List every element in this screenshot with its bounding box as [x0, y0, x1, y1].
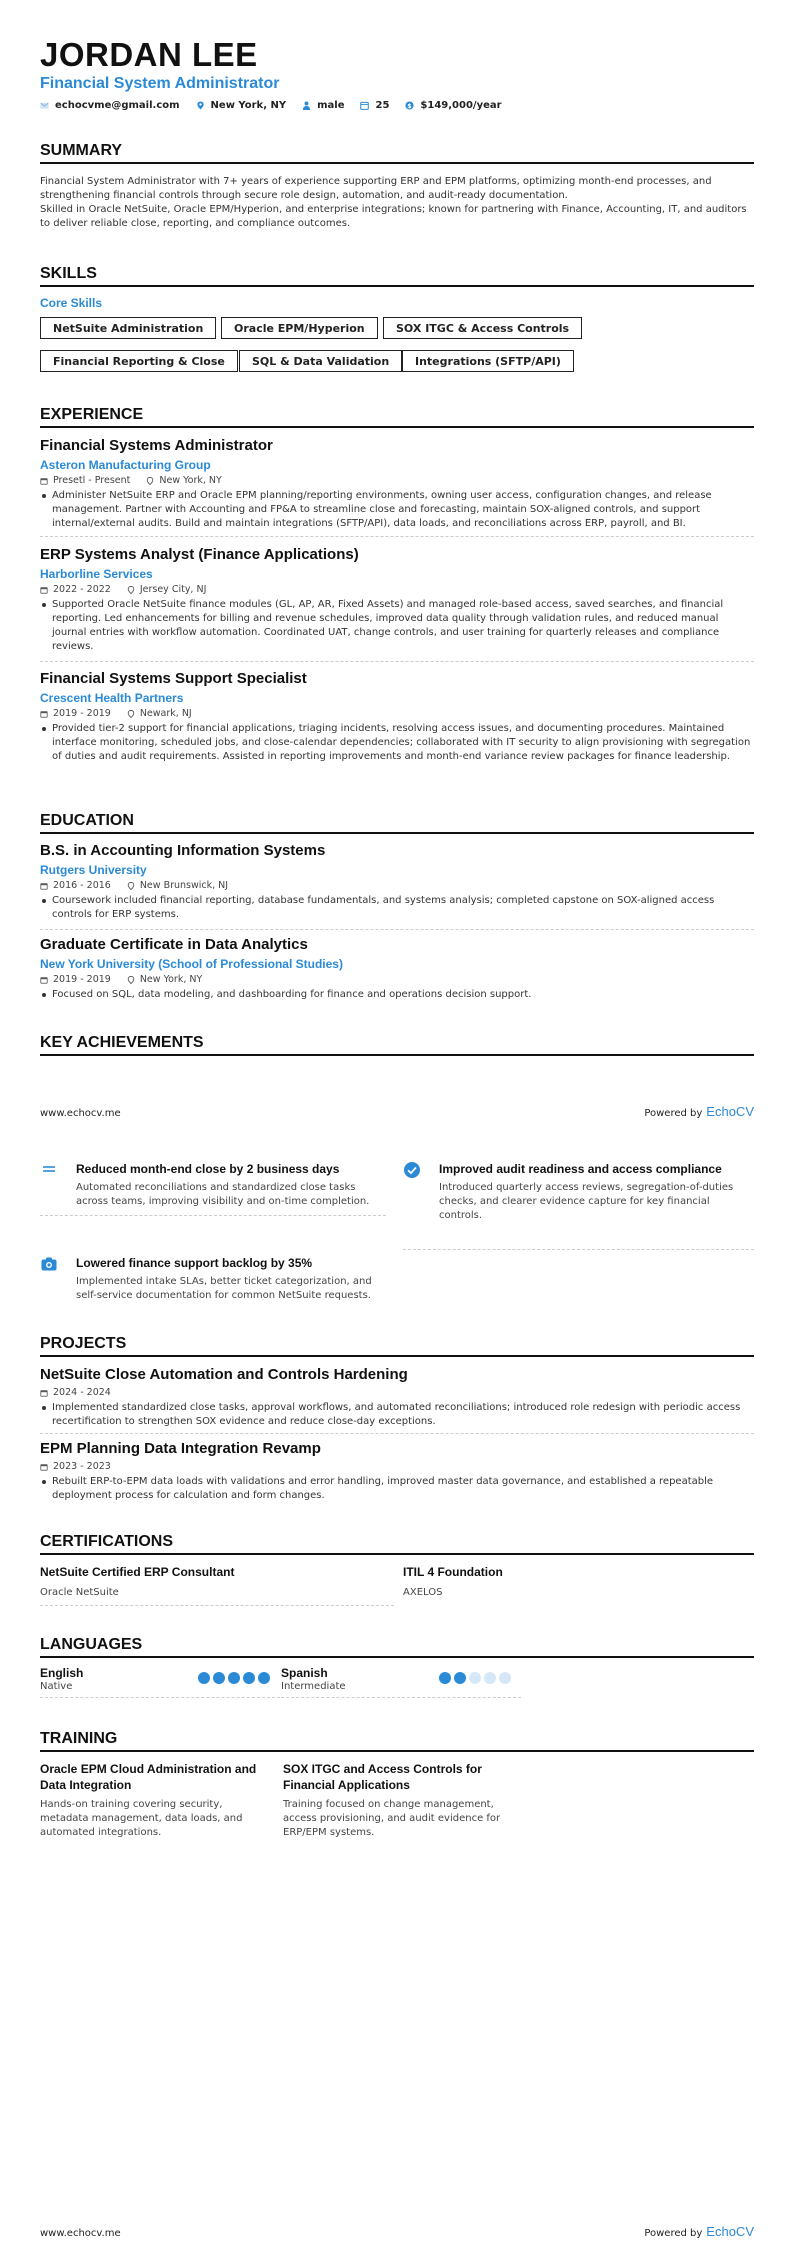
summary-paragraph: Skilled in Oracle NetSuite, Oracle EPM/Hyperion, and enterprise integrations; known for partnering with Finance, Accounting, IT, and auditors to deliver reliable close, reporting, and compliance outcomes.: [40, 204, 747, 229]
footer-powered-by: [644, 2224, 754, 2239]
rating-dot: [198, 1672, 210, 1684]
company-name: Crescent Health Partners: [40, 691, 184, 705]
skill-chip: Financial Reporting & Close: [40, 350, 238, 372]
certification-item: [40, 1565, 390, 1598]
certifications-heading: CERTIFICATIONS: [40, 1533, 754, 1555]
job-meta: [40, 707, 754, 720]
training-title: Oracle EPM Cloud Administration and Data Integration: [40, 1762, 257, 1792]
language-name: Spanish: [281, 1666, 328, 1680]
divider: [40, 1433, 754, 1434]
project-description: Rebuilt ERP-to-EPM data loads with validations and error handling, improved master data governance, and established a repeatable deployment process for calculation and form changes.: [52, 1476, 714, 1501]
location-pin-icon: [127, 586, 135, 594]
degree-title: Graduate Certificate in Data Analytics: [40, 936, 308, 953]
contact-email[interactable]: [40, 100, 180, 111]
education-meta: [40, 973, 754, 986]
divider: [281, 1697, 521, 1698]
skill-chip: Integrations (SFTP/API): [402, 350, 574, 372]
project-dates: 2024 - 2024: [53, 1387, 111, 1398]
training-title: SOX ITGC and Access Controls for Financial Applications: [283, 1762, 482, 1792]
achievement-description: Automated reconciliations and standardized close tasks across teams, improving visibility and on-time completion.: [76, 1182, 370, 1207]
project-item: [40, 1440, 754, 1503]
project-bullet: [40, 1401, 754, 1429]
education-location: New York, NY: [139, 974, 203, 985]
job-bullet: [40, 598, 754, 654]
job-location: New York, NY: [159, 475, 222, 486]
job-title: Financial Systems Support Specialist: [40, 670, 307, 687]
education-item: [40, 842, 754, 922]
rating-dot: [213, 1672, 225, 1684]
certification-title: ITIL 4 Foundation: [403, 1565, 503, 1579]
education-description: Coursework included financial reporting, database fundamentals, and systems analysis; completed capstone on SOX-aligned access controls for ERP systems.: [52, 895, 715, 920]
achievement-description: Introduced quarterly access reviews, segregation-of-duties checks, and clearer evidence capture for key financial controls.: [439, 1182, 734, 1221]
page-footer: [40, 2224, 754, 2239]
language-rating: [439, 1672, 511, 1684]
certification-item: [403, 1565, 753, 1598]
job-bullet: [40, 722, 754, 764]
achievements-heading: KEY ACHIEVEMENTS: [40, 1034, 754, 1056]
money-icon: [405, 101, 414, 110]
job-description: Supported Oracle NetSuite finance modules (GL, AP, AR, Fixed Assets) and managed role-based access, saved searches, and financial reporting. Led enhancements for billing and revenue schedules, improved data quality through validation rules, and reduced manual journal entries with workflow automation. Coordinated UAT, change controls, and user training for quarterly releases and compliance reviews.: [52, 599, 724, 652]
job-bullet: [40, 489, 754, 531]
training-item: [40, 1761, 268, 1840]
achievement-item: [40, 1161, 380, 1209]
rating-dot: [258, 1672, 270, 1684]
footer-site[interactable]: www.echocv.me: [40, 1108, 121, 1119]
calendar-icon: [40, 710, 48, 718]
contact-location-text: New York, NY: [210, 100, 287, 111]
page-footer: [40, 1104, 754, 1119]
certification-issuer: Oracle NetSuite: [40, 1587, 119, 1598]
education-dates: 2019 - 2019: [53, 974, 111, 985]
contact-age-text: 25: [375, 100, 390, 111]
contact-bar: [40, 100, 502, 111]
education-heading: EDUCATION: [40, 812, 754, 834]
contact-location: [196, 100, 287, 111]
divider: [40, 536, 754, 537]
rating-dot: [228, 1672, 240, 1684]
job-meta: [40, 474, 754, 487]
divider: [40, 929, 754, 930]
education-meta: [40, 879, 754, 892]
project-item: [40, 1366, 754, 1429]
footer-powered-by: [644, 1104, 754, 1119]
degree-title: B.S. in Accounting Information Systems: [40, 842, 326, 859]
education-dates: 2016 - 2016: [53, 880, 111, 891]
job-description: Provided tier-2 support for financial applications, triaging incidents, resolving access issues, and documenting procedures. Maintained interface monitoring, scheduled jobs, and close-calendar dependencies; collaborated with IT security to align provisioning with segregation of duties and audit requirements. Assisted in reporting improvements and month-end variance review packages for finance leadership.: [52, 723, 751, 762]
school-name: Rutgers University: [40, 863, 147, 877]
language-rating: [198, 1672, 270, 1684]
job-location: Jersey City, NJ: [139, 584, 207, 595]
location-pin-icon: [127, 976, 135, 984]
certification-issuer: AXELOS: [403, 1587, 443, 1598]
job-dates: 2019 - 2019: [53, 708, 111, 719]
calendar-icon: [40, 1463, 48, 1471]
footer-brand: EchoCV: [706, 2224, 754, 2239]
projects-heading: PROJECTS: [40, 1335, 754, 1357]
project-meta: [40, 1386, 754, 1399]
education-bullet: [40, 894, 754, 922]
job-title: Financial Systems Administrator: [40, 437, 273, 454]
contact-email-text: echocvme@gmail.com: [55, 100, 180, 111]
project-meta: [40, 1460, 754, 1473]
project-description: Implemented standardized close tasks, approval workflows, and automated reconciliations; introduced role redesign with periodic access recertification to strengthen SOX evidence and reduce close-day exceptions.: [52, 1402, 741, 1427]
footer-brand: EchoCV: [706, 1104, 754, 1119]
project-dates: 2023 - 2023: [53, 1461, 111, 1472]
job-title: ERP Systems Analyst (Finance Applications): [40, 546, 359, 563]
experience-item: [40, 437, 754, 531]
footer-powered-text: Powered by: [644, 1108, 703, 1119]
training-description: Training focused on change management, access provisioning, and audit evidence for ERP/EPM systems.: [283, 1799, 501, 1838]
achievement-title: Reduced month-end close by 2 business days: [76, 1162, 340, 1176]
summary-body: [40, 175, 754, 231]
contact-gender-text: male: [317, 100, 345, 111]
location-pin-icon: [127, 710, 135, 718]
mail-icon: [40, 101, 49, 110]
camera-icon: [40, 1255, 58, 1273]
job-dates: Presetl - Present: [53, 475, 131, 486]
training-heading: TRAINING: [40, 1730, 754, 1752]
school-name: New York University (School of Professional Studies): [40, 957, 343, 971]
education-bullet: [40, 988, 754, 1002]
experience-item: [40, 670, 754, 764]
rating-dot: [454, 1672, 466, 1684]
calendar-icon: [360, 101, 369, 110]
calendar-icon: [40, 882, 48, 890]
location-pin-icon: [127, 882, 135, 890]
list-icon: [40, 1161, 58, 1179]
calendar-icon: [40, 586, 48, 594]
achievement-title: Improved audit readiness and access compliance: [439, 1162, 722, 1176]
project-bullet: [40, 1475, 754, 1503]
footer-powered-text: Powered by: [644, 2228, 703, 2239]
divider: [40, 1215, 386, 1216]
company-name: Harborline Services: [40, 567, 153, 581]
job-dates: 2022 - 2022: [53, 584, 111, 595]
training-description: Hands-on training covering security, metadata management, data loads, and automated integrations.: [40, 1799, 243, 1838]
skills-subheading: Core Skills: [40, 296, 103, 310]
project-title: EPM Planning Data Integration Revamp: [40, 1440, 321, 1457]
rating-dot: [439, 1672, 451, 1684]
language-item: [40, 1666, 270, 1692]
skill-chip: Oracle EPM/Hyperion: [221, 317, 378, 339]
calendar-icon: [40, 976, 48, 984]
contact-salary-text: $149,000/year: [420, 100, 502, 111]
divider: [403, 1249, 754, 1250]
summary-heading: SUMMARY: [40, 142, 754, 164]
calendar-icon: [40, 1389, 48, 1397]
summary-paragraph: Financial System Administrator with 7+ years of experience supporting ERP and EPM platforms, optimizing month-end processes, and strengthening financial controls through secure role design, automation, and audit-ready documentation.: [40, 176, 712, 201]
divider: [40, 1605, 394, 1606]
skill-chip: SQL & Data Validation: [239, 350, 402, 372]
rating-dot: [484, 1672, 496, 1684]
achievement-item: [40, 1255, 380, 1303]
divider: [40, 1697, 280, 1698]
experience-heading: EXPERIENCE: [40, 406, 754, 428]
experience-item: [40, 546, 754, 654]
skills-heading: SKILLS: [40, 265, 754, 287]
rating-dot: [499, 1672, 511, 1684]
language-level: Native: [40, 1681, 73, 1692]
language-level: Intermediate: [281, 1681, 346, 1692]
svg-text:$: $: [407, 102, 413, 110]
calendar-icon: [40, 477, 48, 485]
languages-heading: LANGUAGES: [40, 1636, 754, 1658]
job-meta: [40, 583, 754, 596]
contact-salary: [405, 100, 501, 111]
contact-gender: [302, 100, 344, 111]
rating-dot: [243, 1672, 255, 1684]
achievement-description: Implemented intake SLAs, better ticket categorization, and self-service documentation for common NetSuite requests.: [76, 1276, 372, 1301]
training-item: [283, 1761, 511, 1840]
rating-dot: [469, 1672, 481, 1684]
location-pin-icon: [146, 477, 154, 485]
skill-chip: SOX ITGC & Access Controls: [383, 317, 582, 339]
achievement-title: Lowered finance support backlog by 35%: [76, 1256, 313, 1270]
check-circle-icon: [403, 1161, 421, 1179]
person-icon: [302, 101, 311, 110]
education-item: [40, 936, 754, 1002]
language-item: [281, 1666, 511, 1692]
job-description: Administer NetSuite ERP and Oracle EPM planning/reporting environments, owning user access, configuration changes, and release management. Partner with Accounting and FP&A to streamline close and forecasting, maintain SOX-aligned controls, and support internal/external audits. Build and maintain integrations (SFTP/API), data loads, and reconciliations across ERP, payroll, and BI.: [52, 490, 712, 529]
project-title: NetSuite Close Automation and Controls Hardening: [40, 1366, 408, 1383]
job-location: Newark, NJ: [139, 708, 192, 719]
footer-site[interactable]: www.echocv.me: [40, 2228, 121, 2239]
divider: [40, 661, 754, 662]
company-name: Asteron Manufacturing Group: [40, 458, 211, 472]
education-description: Focused on SQL, data modeling, and dashboarding for finance and operations decision support.: [52, 989, 532, 1000]
language-name: English: [40, 1666, 84, 1680]
skill-chip: NetSuite Administration: [40, 317, 216, 339]
candidate-title: Financial System Administrator: [40, 75, 280, 92]
certification-title: NetSuite Certified ERP Consultant: [40, 1565, 235, 1579]
achievement-item: [403, 1161, 754, 1223]
education-location: New Brunswick, NJ: [139, 880, 229, 891]
contact-age: [360, 100, 389, 111]
location-pin-icon: [196, 101, 205, 110]
candidate-name: JORDAN LEE: [40, 36, 258, 73]
